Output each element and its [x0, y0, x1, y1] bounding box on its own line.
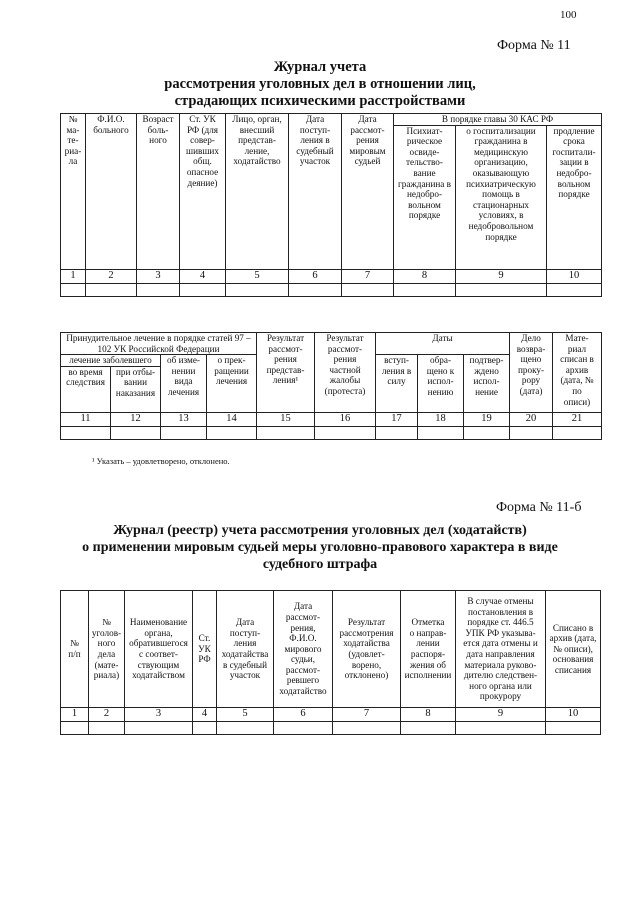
empty-cell [61, 283, 86, 296]
form-11b-label: Форма № 11-б [496, 500, 582, 515]
column-number: 10 [547, 269, 602, 283]
column-number: 11 [61, 412, 111, 426]
empty-cell [207, 426, 257, 439]
column-number: 8 [394, 269, 456, 283]
column-number: 4 [193, 708, 217, 722]
header-cell: Ст. УК РФ [193, 591, 217, 708]
column-number: 1 [61, 269, 86, 283]
header-cell: продление срока госпитали- зации в недобро- вольном порядке [547, 125, 602, 269]
empty-cell [274, 722, 333, 735]
header-cell: Дата рассмот- рения, Ф.И.О. мирового судьи, рассмот- ревшего ходатайство [274, 591, 333, 708]
header-cell: № ма- те- риа- ла [61, 114, 86, 270]
header-cell: № уголов- ного дела (мате- риала) [89, 591, 125, 708]
empty-cell [456, 722, 546, 735]
column-number: 3 [125, 708, 193, 722]
header-cell: Ст. УК РФ (для совер- шивших общ. опасное деяние) [180, 114, 226, 270]
column-number: 9 [456, 269, 547, 283]
column-number: 5 [217, 708, 274, 722]
form-11-table-1 [60, 113, 602, 297]
column-number: 5 [226, 269, 289, 283]
empty-cell [342, 283, 394, 296]
column-number: 7 [333, 708, 401, 722]
footnote: ¹ Указать – удовлетворено, отклонено. [92, 456, 230, 466]
header-cell: Дата поступ- ления в судебный участок [289, 114, 342, 270]
header-cell: Отметка о направ- лении распоря- жения об исполнении [401, 591, 456, 708]
column-number: 19 [464, 412, 510, 426]
empty-cell [86, 283, 137, 296]
group-header-cell: Даты [376, 333, 510, 355]
header-cell: В случае отмены постановления в порядке ст. 446.5 УПК РФ указыва- ется дата отмены и дата направления материала руково- дителю следствен- ного органа или прокурору [456, 591, 546, 708]
form-11b-title [55, 522, 585, 573]
column-number: 10 [546, 708, 601, 722]
header-cell: при отбы- вании наказания [111, 366, 161, 412]
column-number: 17 [376, 412, 418, 426]
header-cell: Наименование органа, обратившегося с соответ- ствующим ходатайством [125, 591, 193, 708]
column-number: 14 [207, 412, 257, 426]
empty-cell [553, 426, 602, 439]
title-line: судебного штрафа [262, 557, 378, 572]
title-line: рассмотрения уголовных дел в отношении лиц, [164, 76, 476, 92]
header-cell: Лицо, орган, внесший представ- ление, ходатайство [226, 114, 289, 270]
title-line: страдающих психическими расстройствами [174, 93, 466, 109]
header-cell: Результат рассмот- рения частной жалобы (протеста) [315, 333, 376, 413]
empty-cell [89, 722, 125, 735]
header-cell: Дата поступ- ления ходатайства в судебный участок [217, 591, 274, 708]
title-line: Журнал (реестр) учета рассмотрения уголовных дел (ходатайств) [113, 523, 527, 538]
empty-cell [456, 283, 547, 296]
group-header-cell: лечение заболевшего [61, 355, 161, 367]
header-cell: подтвер- ждено испол- нение [464, 355, 510, 413]
header-cell: № п/п [61, 591, 89, 708]
empty-cell [546, 722, 601, 735]
empty-cell [289, 283, 342, 296]
group-header-cell: В порядке главы 30 КАС РФ [394, 114, 602, 126]
empty-cell [464, 426, 510, 439]
header-cell: обра- щено к испол- нению [418, 355, 464, 413]
empty-cell [193, 722, 217, 735]
empty-cell [257, 426, 315, 439]
header-cell: Психиат- рическое освиде- тельство- вание гражданина в недобро- вольном порядке [394, 125, 456, 269]
column-number: 21 [553, 412, 602, 426]
column-number: 6 [274, 708, 333, 722]
header-cell: Результат рассмотрения ходатайства (удовлет- ворено, отклонено) [333, 591, 401, 708]
column-number: 2 [86, 269, 137, 283]
page-number: 100 [560, 9, 577, 21]
empty-cell [125, 722, 193, 735]
empty-cell [418, 426, 464, 439]
header-cell: Дело возвра- щено проку- рору (дата) [510, 333, 553, 413]
empty-cell [315, 426, 376, 439]
header-cell: Списано в архив (дата, № описи), основания списания [546, 591, 601, 708]
header-cell: о госпитализации гражданина в медицинскую организацию, оказывающую психиатрическую помощь в стационарных условиях, в недобровольном порядке [456, 125, 547, 269]
column-number: 12 [111, 412, 161, 426]
column-number: 18 [418, 412, 464, 426]
column-number: 6 [289, 269, 342, 283]
header-cell: Мате- риал списан в архив (дата, № по описи) [553, 333, 602, 413]
form-11-label: Форма № 11 [497, 38, 571, 53]
header-cell: Возраст боль- ного [137, 114, 180, 270]
empty-cell [394, 283, 456, 296]
empty-cell [333, 722, 401, 735]
column-number: 8 [401, 708, 456, 722]
header-cell: о прек- ращении лечения [207, 355, 257, 413]
column-number: 15 [257, 412, 315, 426]
header-cell: об изме- нении вида лечения [161, 355, 207, 413]
empty-cell [111, 426, 161, 439]
column-number: 4 [180, 269, 226, 283]
form-11-title [60, 59, 580, 110]
header-cell: вступ- ления в силу [376, 355, 418, 413]
column-number: 13 [161, 412, 207, 426]
empty-cell [547, 283, 602, 296]
column-number: 7 [342, 269, 394, 283]
empty-cell [137, 283, 180, 296]
group-header-cell: Принудительное лечение в порядке статей 97 – 102 УК Российской Федерации [61, 333, 257, 355]
form-11b-table [60, 590, 601, 735]
empty-cell [180, 283, 226, 296]
column-number: 3 [137, 269, 180, 283]
header-cell: Ф.И.О. больного [86, 114, 137, 270]
empty-cell [376, 426, 418, 439]
empty-cell [510, 426, 553, 439]
title-line: Журнал учета [273, 59, 367, 75]
column-number: 9 [456, 708, 546, 722]
form-11-table-2 [60, 332, 602, 440]
column-number: 16 [315, 412, 376, 426]
empty-cell [161, 426, 207, 439]
empty-cell [226, 283, 289, 296]
column-number: 1 [61, 708, 89, 722]
empty-cell [61, 426, 111, 439]
header-cell: Результат рассмот- рения представ- ления¹ [257, 333, 315, 413]
column-number: 2 [89, 708, 125, 722]
title-line: о применении мировым судьей меры уголовно-правового характера в виде [82, 540, 558, 555]
empty-cell [401, 722, 456, 735]
column-number: 20 [510, 412, 553, 426]
empty-cell [61, 722, 89, 735]
header-cell: во время следствия [61, 366, 111, 412]
empty-cell [217, 722, 274, 735]
header-cell: Дата рассмот- рения мировым судьей [342, 114, 394, 270]
